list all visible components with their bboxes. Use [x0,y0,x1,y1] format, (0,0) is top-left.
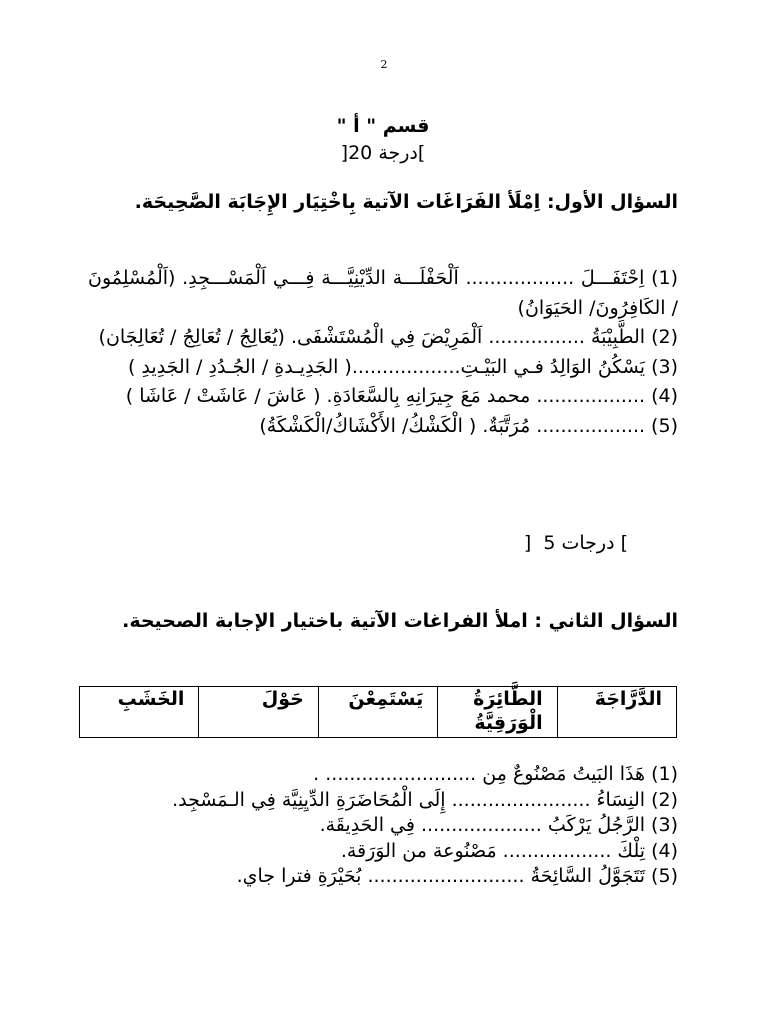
word-bank-cell: الدَّرَّاجَةَ [557,687,676,738]
question-2-items [88,762,678,890]
section-title: قسم " أ " [336,115,430,137]
page-number: 2 [380,58,388,71]
question-2-item: (1) هَذَا البَيتُ مَصْنُوعٌ مِن ......................... . [313,763,678,785]
question-1-item: (1) اِحْتَفَـــلَ .................. اَلْحَفْلَـــة الدِّيْنِيَّـــة فِـــي اَلْمَسْـــجِدِ. (اَلْمُسْلِمُونَ / الكَافِرُونَ/ الحَيَوَانُ) [88,267,678,319]
question-2-item: (5) تَتَجَوَّلُ السَّائِحَةُ .......................... بُحَيْرَةِ فترا جاي. [236,865,678,887]
question-1-marks: ] 5 درجات [ [523,532,628,554]
section-marks: ]20 درجة[ [340,142,426,164]
question-1-item: (3) يَسْكُنُ الوَالِدُ فـي البَيْـتِ..................( الجَدِيـدةِ / الجُـدُدِ / الجَدِيدِ ) [127,355,678,378]
question-1-item: (5) .................. مُرَتَّبَةٌ. ( الْكَشْكُ/ الأَكْشَاكُ/الْكَشْكَةُ) [259,414,678,437]
question-1-items [88,264,678,441]
question-2-item: (3) الرَّجُلُ يَرْكَبُ .................... فِي الحَدِيقَة. [319,814,678,836]
word-bank-cell: يَسْتَمِعْنَ [318,687,437,738]
word-bank-table [79,686,677,738]
question-1-item: (2) الطَّبِيْبَةُ ................ اَلْمَرِيْضَ فِي الْمُسْتَشْفَى. (يُعَالِجُ / تُعَالِجُ / تُعَالِجَان) [98,326,678,348]
question-1-heading: السؤال الأول: اِمْلَأ الفَرَاغَات الآتية بِاخْتِيَار الإِجَابَة الصَّحِيحَة. [134,191,678,213]
question-2-item: (4) تِلْكَ .................. مَصْنُوعة من الوَرَقة. [340,839,678,862]
word-bank-cell: الخَشَبِ [80,687,199,738]
word-bank-row [80,687,677,738]
word-bank-cell: الطَّائِرَةُ الْوَرَقِيَّةُ [438,687,557,738]
question-2-heading: السؤال الثاني : املأ الفراغات الآتية باختيار الإجابة الصحيحة. [122,610,678,632]
question-2-item: (2) النِسَاءُ ....................... إِلَى الْمُحَاضَرَةِ الدِّيِنِيَّة فِي الـمَسْجِد. [172,788,678,811]
word-bank-cell: حَوْلَ [199,687,318,738]
question-1-item: (4) .................. محمد مَعَ جِيرَانِهِ بِالسَّعَادَةِ. ( عَاشَ / عَاشَتْ / عَاشَا ) [125,385,678,407]
